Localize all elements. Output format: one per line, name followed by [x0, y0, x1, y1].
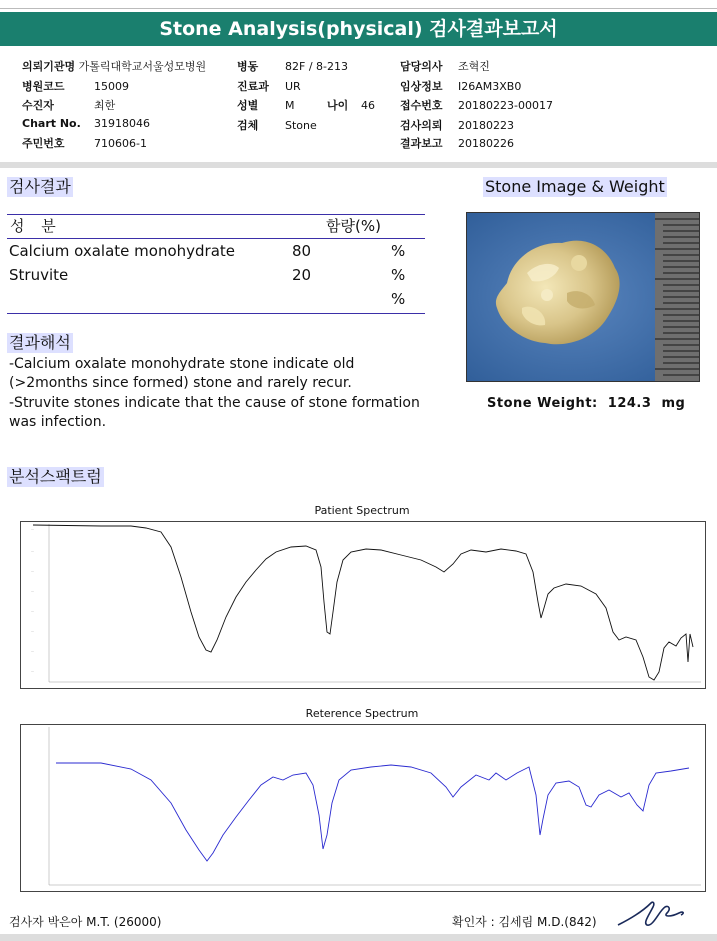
results-heading: 검사결과 [9, 177, 71, 196]
col-component: 성 분 [10, 217, 62, 235]
confirmer: 확인자 : 김세림 M.D.(842) [452, 915, 597, 929]
info-left-1: 병원코드 15009 [22, 80, 129, 93]
svg-text:—: — [31, 549, 34, 553]
svg-text:—: — [31, 629, 34, 633]
examiner: 검사자 박은아 M.T. (26000) [9, 915, 162, 929]
patient-spectrum-title: Patient Spectrum [314, 504, 410, 517]
result-value-1: 20 [292, 266, 312, 284]
section-separator [0, 162, 717, 168]
reference-spectrum-plot [21, 725, 705, 891]
interpretation-line-0: -Calcium oxalate monohydrate stone indicate old [9, 356, 355, 372]
results-bottom-rule [7, 313, 425, 314]
stone-heading: Stone Image & Weight [485, 177, 665, 196]
spectrum-heading: 분석스팩트럼 [9, 467, 102, 486]
info-right-2: 접수번호 20180223-00017 [400, 99, 553, 112]
interpretation-line-2: -Struvite stones indicate that the cause of stone formation [9, 395, 420, 411]
svg-text:—: — [31, 527, 34, 531]
interpretation-heading: 결과해석 [9, 333, 71, 352]
svg-text:—: — [31, 669, 34, 673]
result-unit-1: % [391, 266, 406, 284]
report-title: Stone Analysis(physical) 검사결과보고서 [0, 12, 717, 46]
result-value-0: 80 [292, 242, 312, 260]
result-name-1: Struvite [9, 266, 69, 284]
svg-text:—: — [31, 569, 34, 573]
info-right-0: 담당의사 조혁진 [400, 60, 490, 73]
patient-spectrum-panel [20, 521, 706, 689]
info-left-2: 수진자 최한 [22, 99, 116, 112]
svg-text:—: — [31, 649, 34, 653]
interpretation-line-1: (>2months since formed) stone and rarely recur. [9, 375, 352, 391]
info-left-4: 주민번호 710606-1 [22, 137, 147, 150]
info-right-4: 결과보고 20180226 [400, 137, 514, 150]
info-mid-1: 진료과 UR [237, 80, 301, 93]
info-left-3: Chart No. 31918046 [22, 117, 150, 130]
reference-spectrum-title: Reterence Spectrum [305, 707, 419, 720]
stone-image [467, 213, 699, 381]
info-mid-3: 검체 Stone [237, 119, 317, 132]
signature [615, 897, 690, 931]
info-left-0: 의뢰기관명 가톨릭대학교서울성모병원 [22, 60, 207, 73]
result-name-0: Calcium oxalate monohydrate [9, 242, 236, 260]
info-right-3: 검사의뢰 20180223 [400, 119, 514, 132]
stone-photo [466, 212, 700, 382]
info-mid-0: 병동 82F / 8-213 [237, 60, 348, 73]
svg-text:—: — [31, 589, 34, 593]
info-age: 나이 46 [327, 99, 375, 112]
reference-spectrum-line [56, 763, 689, 861]
info-right-1: 임상정보 I26AM3XB0 [400, 80, 522, 93]
stone-weight: Stone Weight: 124.3 mg [487, 396, 686, 411]
results-header-rule [7, 238, 425, 239]
reference-spectrum-panel [20, 724, 706, 892]
svg-text:—: — [31, 609, 34, 613]
interpretation-line-3: was infection. [9, 414, 107, 430]
patient-spectrum-plot [21, 522, 705, 688]
result-unit-2: % [391, 290, 406, 308]
result-unit-0: % [391, 242, 406, 260]
info-mid-2: 성별 M [237, 99, 295, 112]
top-border [0, 8, 717, 9]
bottom-border [0, 934, 717, 941]
col-content: 함량(%) [326, 217, 381, 235]
patient-spectrum-line [33, 525, 693, 680]
